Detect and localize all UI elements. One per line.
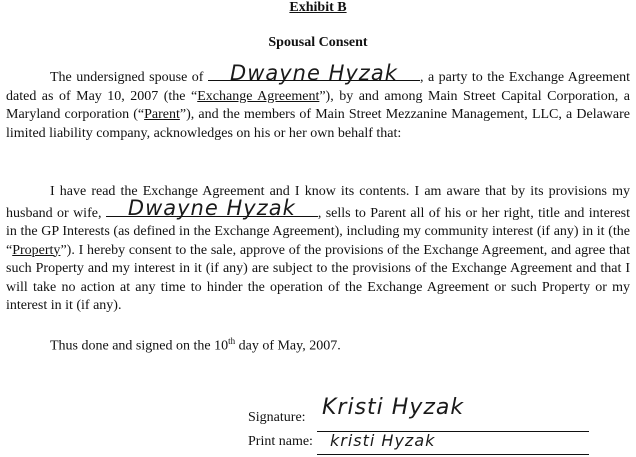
intro-text-2: , a party to the Exchange Agreement dated as of May 10, 2007 (the “: [6, 70, 631, 104]
ack-text-2: , sells to Parent all of his or her right, title and interest in the GP Interests (as defined in the Exchange Agreement), including my community interest (if any) in it (the “: [6, 205, 631, 258]
spouse-name-handwritten-2: Dwayne Hyzak: [127, 196, 296, 220]
spouse-name-handwritten: Dwayne Hyzak: [230, 60, 398, 85]
signature-handwritten: Kristi Hyzak: [322, 395, 465, 420]
exchange-agreement-term: Exchange Agreement: [197, 88, 320, 104]
intro-text-1: The undersigned spouse of: [50, 70, 208, 85]
signature-label: Signature:: [248, 410, 306, 425]
print-name-label: Print name:: [248, 434, 313, 449]
date-text-1: Thus done and signed on the 10: [50, 338, 229, 354]
ack-text-3: ”). I hereby consent to the sale, approve of the provisions of the Exchange Agreement, and agree that such Property and my interest in it (if any) are subject to the provisions of the Exchange Agreement and that I will take no action at any time to hinder the operation of the Exchange Agreement or such Property or my interest in it (if any).: [6, 242, 630, 313]
document-title: Spousal Consent: [268, 35, 368, 50]
parent-term: Parent: [144, 107, 180, 122]
intro-text-3: ”), by and among Main Street Capital Corporation, a Maryland corporation (“: [6, 88, 630, 122]
intro-paragraph: [6, 60, 631, 143]
print-name-handwritten: kristi Hyzak: [330, 431, 436, 450]
date-text-2: day of May, 2007.: [235, 338, 341, 354]
date-superscript: th: [228, 336, 236, 346]
signed-date-paragraph: [6, 332, 630, 356]
spouse-name-field: [208, 60, 420, 85]
exhibit-heading: Exhibit B: [289, 0, 347, 15]
spouse-name-field-2: [106, 196, 318, 220]
ack-text-1: I have read the Exchange Agreement and I know its contents. I am aware that by its provisions my husband or wife,: [6, 184, 630, 221]
property-term: Property: [12, 242, 61, 258]
intro-text-4: ”), and the members of Main Street Mezzanine Management, LLC, a Delaware limited liability company, acknowledges on his or her own behalf that:: [6, 107, 630, 141]
acknowledgement-paragraph: [6, 183, 630, 316]
